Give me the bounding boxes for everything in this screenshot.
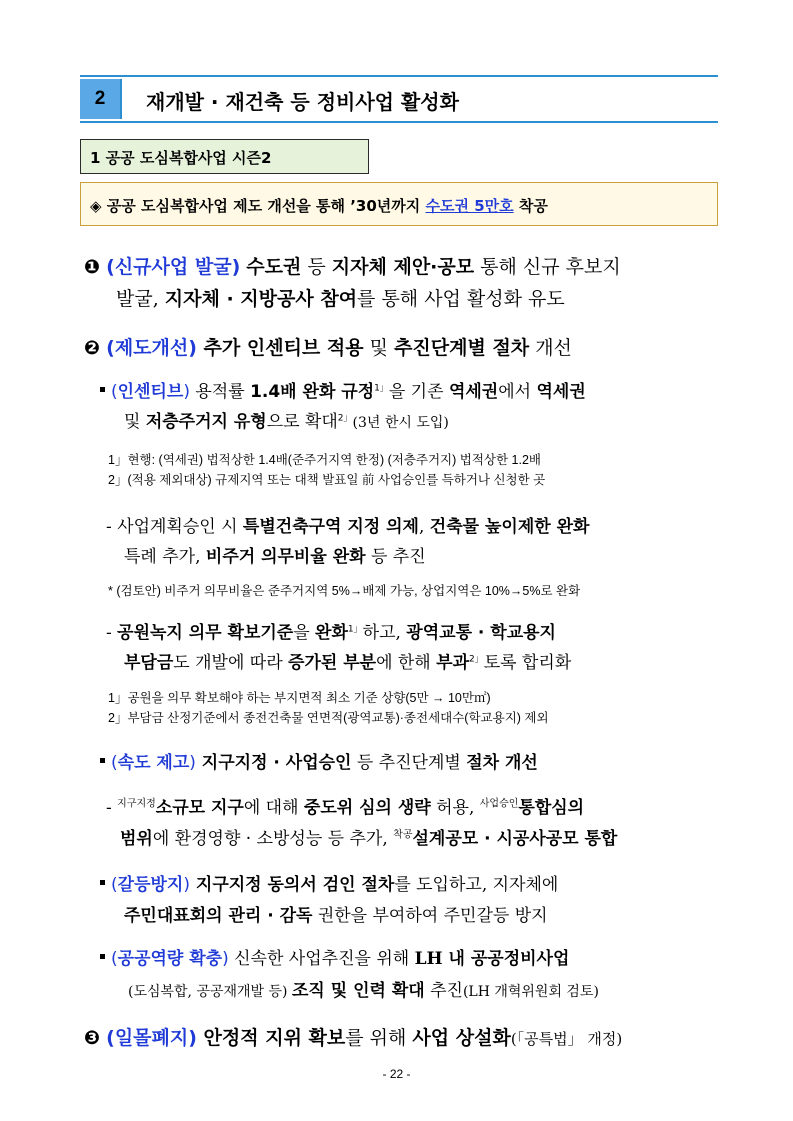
footnote-mark: 1」 bbox=[347, 624, 363, 635]
item2-text: 개선 bbox=[529, 337, 572, 359]
item1-text: 통해 신규 후보지 bbox=[474, 256, 621, 278]
plan-text: 특례 추가, bbox=[124, 547, 206, 567]
speed-text: 절차 개선 bbox=[466, 753, 538, 773]
item1-text: 수도권 bbox=[246, 256, 302, 278]
conflict-text: 를 도입하고, 지자체에 bbox=[394, 875, 559, 895]
incentive-tag: 인센티브 bbox=[117, 382, 184, 402]
footnote-mark: 2」 bbox=[337, 413, 353, 424]
speed-text: 허용, bbox=[430, 798, 480, 818]
park-text: 증가된 부분 bbox=[288, 653, 377, 673]
item1-text: 등 bbox=[301, 256, 332, 278]
park-text: 도 개발에 따라 bbox=[173, 653, 289, 673]
conflict-paren: ) bbox=[183, 875, 190, 895]
speed-text: 지구지정 · 사업승인 bbox=[195, 753, 352, 773]
incentive-text: 저층주거지 유형 bbox=[145, 412, 267, 432]
park-text: 에 한해 bbox=[376, 653, 437, 673]
speed-superscript: 착공 bbox=[393, 829, 413, 841]
speed-line2 bbox=[106, 793, 584, 818]
incentive-paren: ) bbox=[183, 382, 190, 402]
speed-line1 bbox=[100, 748, 538, 773]
speed-tag: 속도 제고 bbox=[117, 753, 190, 773]
speed-line3 bbox=[120, 824, 617, 849]
item3-text: 를 위해 bbox=[345, 1027, 413, 1049]
capacity-line2 bbox=[128, 976, 599, 1001]
capacity-paren: ) bbox=[222, 949, 229, 969]
park-note2: 2」부담금 산정기준에서 종전건축물 연면적(광역교통)·종전세대수(학교용지) 제외 bbox=[108, 711, 549, 725]
item1-line2 bbox=[116, 284, 565, 311]
incentive-text: 에서 bbox=[498, 382, 537, 402]
incentive-text: 을 기존 bbox=[388, 382, 449, 402]
item3-line bbox=[84, 1023, 622, 1050]
summary-text bbox=[90, 195, 548, 216]
item1-text: 지자체 · 지방공사 참여 bbox=[164, 288, 358, 310]
park-text: 광역교통 · 학교용지 bbox=[406, 623, 556, 643]
section-rule-bottom bbox=[80, 121, 718, 123]
square-bullet-icon bbox=[100, 954, 105, 959]
capacity-text: 조직 및 인력 확대 bbox=[291, 981, 425, 1001]
item2-text: 추가 인센티브 적용 bbox=[196, 337, 364, 359]
incentive-line2 bbox=[124, 407, 449, 432]
speed-text: 중도위 심의 생략 bbox=[303, 798, 431, 818]
plan-text: , bbox=[418, 517, 430, 537]
conflict-text: 지구지정 동의서 검인 절차 bbox=[189, 875, 395, 895]
section-number: 2 bbox=[80, 79, 122, 119]
incentive-text: 으로 확대 bbox=[266, 412, 338, 432]
capacity-tag: 공공역량 확충 bbox=[117, 949, 223, 969]
item3-text: (「공특법」 개정) bbox=[510, 1030, 623, 1048]
park-text: 부과 bbox=[436, 653, 469, 673]
plan-note: * (검토안) 비주거 의무비율은 준주거지역 5%→배제 가능, 상업지역은 10%→5%로 완화 bbox=[108, 584, 581, 598]
item3-marker: ❸ bbox=[84, 1027, 101, 1049]
speed-text: 에 환경영향 · 소방성능 등 추가, bbox=[152, 829, 394, 849]
item1-line1 bbox=[84, 252, 621, 279]
incentive-line1 bbox=[100, 377, 586, 402]
park-line1 bbox=[106, 618, 556, 643]
item2-tag: (제도개선) bbox=[106, 337, 197, 359]
park-text: 토록 합리화 bbox=[483, 653, 572, 673]
speed-text: 등 추진단계별 bbox=[351, 753, 467, 773]
item1-text: 발굴, bbox=[116, 288, 165, 310]
plan-line2 bbox=[124, 542, 426, 567]
item2-text: 및 bbox=[363, 337, 395, 359]
capacity-text: 추진 bbox=[424, 981, 463, 1001]
item1-text: 지자체 제안·공모 bbox=[331, 256, 475, 278]
capacity-text: 신속한 사업추진을 위해 bbox=[228, 949, 415, 969]
speed-text: 설계공모 · 시공사공모 통합 bbox=[412, 829, 618, 849]
incentive-text: (3년 한시 도입) bbox=[352, 415, 449, 431]
speed-superscript: 지구지정 bbox=[117, 798, 156, 810]
conflict-paren: ( bbox=[111, 875, 118, 895]
item2-text: 추진단계별 절차 bbox=[394, 337, 530, 359]
conflict-text: 주민대표회의 관리 · 감독 bbox=[124, 906, 313, 926]
square-bullet-icon bbox=[100, 880, 105, 885]
plan-text: 건축물 높이제한 완화 bbox=[429, 517, 590, 537]
incentive-text: 용적률 bbox=[189, 382, 251, 402]
speed-text: - bbox=[106, 798, 118, 818]
conflict-line2 bbox=[124, 901, 548, 926]
park-text: 부담금 bbox=[124, 653, 174, 673]
conflict-line1 bbox=[100, 870, 558, 895]
incentive-note1: 1」현행: (역세권) 법적상한 1.4배(준주거지역 한정) (저층주거지) 법적상한 1.2배 bbox=[108, 453, 541, 467]
square-bullet-icon bbox=[100, 758, 105, 763]
speed-superscript: 사업승인 bbox=[479, 798, 519, 810]
speed-paren: ) bbox=[189, 753, 196, 773]
section-rule-top bbox=[80, 75, 718, 77]
speed-text: 통합심의 bbox=[518, 798, 585, 818]
item1-text: 를 통해 사업 활성화 유도 bbox=[357, 288, 565, 310]
conflict-tag: 갈등방지 bbox=[117, 875, 184, 895]
item2-line bbox=[84, 333, 572, 360]
plan-text: - 사업계획승인 시 bbox=[106, 517, 243, 537]
park-text: - bbox=[106, 623, 118, 643]
park-text: 공원녹지 의무 확보기준 bbox=[117, 623, 294, 643]
park-text: 하고, bbox=[362, 623, 407, 643]
plan-line1 bbox=[106, 512, 589, 537]
incentive-text: 역세권 bbox=[448, 382, 499, 402]
item3-text: 안정적 지위 확보 bbox=[196, 1027, 346, 1049]
item1-marker: ❶ bbox=[84, 256, 101, 278]
capacity-line1 bbox=[100, 944, 569, 969]
section-title: 재개발 · 재건축 등 정비사업 활성화 bbox=[146, 90, 459, 114]
subsection-title: 1 공공 도심복합사업 시즌2 bbox=[90, 149, 272, 167]
square-bullet-icon bbox=[100, 387, 105, 392]
footnote-mark: 1」 bbox=[374, 383, 389, 394]
incentive-note2: 2」(적용 제외대상) 규제지역 또는 대책 발표일 前 사업승인를 득하거나 신청한 곳 bbox=[108, 473, 546, 487]
park-text: 을 bbox=[293, 623, 316, 643]
item1-tag: (신규사업 발굴) bbox=[106, 256, 241, 278]
footnote-mark: 2」 bbox=[469, 654, 484, 665]
capacity-text: (도심복합, 공공재개발 등) bbox=[128, 984, 292, 1000]
speed-paren: ( bbox=[111, 753, 118, 773]
speed-text: 소규모 지구 bbox=[155, 798, 244, 818]
speed-text: 에 대해 bbox=[243, 798, 304, 818]
capacity-text: (LH 개혁위원회 검토) bbox=[462, 984, 599, 1000]
capacity-text: LH 내 공공정비사업 bbox=[414, 949, 570, 969]
park-line2 bbox=[124, 648, 571, 673]
item2-marker: ❷ bbox=[84, 337, 101, 359]
incentive-paren: ( bbox=[111, 382, 118, 402]
incentive-text: 1.4배 완화 규정 bbox=[250, 382, 375, 402]
plan-text: 비주거 의무비율 완화 bbox=[205, 547, 366, 567]
page-number: - 22 - bbox=[382, 1067, 411, 1081]
plan-text: 등 추진 bbox=[365, 547, 426, 567]
item3-tag: (일몰폐지) bbox=[106, 1027, 197, 1049]
park-text: 완화 bbox=[315, 623, 348, 643]
item3-text: 사업 상설화 bbox=[412, 1027, 511, 1049]
plan-text: 특별건축구역 지정 의제 bbox=[242, 517, 419, 537]
conflict-text: 권한을 부여하여 주민갈등 방지 bbox=[312, 906, 548, 926]
park-note1: 1」공원을 의무 확보해야 하는 부지면적 최소 기준 상향(5만 → 10만㎡) bbox=[108, 691, 491, 705]
incentive-text: 역세권 bbox=[536, 382, 586, 402]
capacity-paren: ( bbox=[111, 949, 118, 969]
speed-text: 범위 bbox=[120, 829, 153, 849]
summary-highlight: 수도권 5만호 bbox=[425, 197, 514, 215]
summary-prefix: ◈ 공공 도심복합사업 제도 개선을 통해 ’30년까지 bbox=[90, 197, 426, 215]
summary-suffix: 착공 bbox=[513, 197, 548, 215]
incentive-text: 및 bbox=[124, 412, 146, 432]
